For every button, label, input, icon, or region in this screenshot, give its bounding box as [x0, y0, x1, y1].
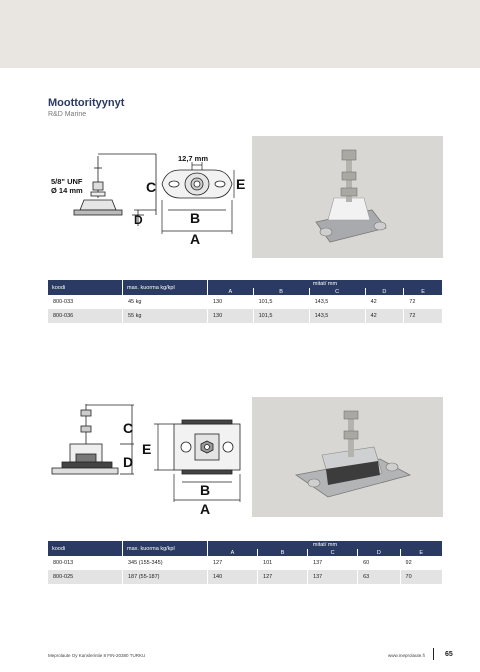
- page-number: 65: [445, 651, 453, 658]
- cell-b: 101: [258, 556, 308, 570]
- dim-a: A: [190, 231, 201, 246]
- footer-website[interactable]: www.meprolaute.fi: [388, 653, 425, 658]
- header-a: A: [208, 549, 258, 556]
- cell-load: 55 kg: [123, 309, 208, 323]
- product2-technical-drawing: [48, 402, 248, 518]
- header-c: C: [308, 549, 358, 556]
- header-a: A: [208, 288, 254, 295]
- top-band: [0, 0, 480, 68]
- product2-spec-table: [48, 541, 443, 584]
- header-d: D: [365, 288, 404, 295]
- page-title: Moottorityynyt: [48, 97, 125, 109]
- table-row: [48, 309, 443, 323]
- cell-e: 92: [400, 556, 442, 570]
- header-koodi: koodi: [48, 280, 123, 295]
- cell-load: 187 (55-187): [123, 570, 208, 584]
- product1-spec-table: [48, 280, 443, 323]
- dim-c-left: C: [123, 420, 134, 436]
- thread-label: 5/8" UNF: [51, 177, 83, 186]
- product2-photo: [252, 397, 443, 517]
- dim-d: D: [134, 213, 143, 227]
- cell-load: 345 (155-345): [123, 556, 208, 570]
- cell-d: 42: [365, 309, 404, 323]
- cell-d: 60: [358, 556, 400, 570]
- cell-koodi: 800-013: [48, 556, 123, 570]
- cell-c: 143,5: [309, 295, 365, 309]
- diameter-label: Ø 14 mm: [51, 186, 83, 195]
- cell-c: 143,5: [309, 309, 365, 323]
- header-b: B: [253, 288, 309, 295]
- header-mitat: mitat/ mm: [208, 280, 443, 288]
- cell-a: 130: [208, 309, 254, 323]
- cell-b: 101,5: [253, 309, 309, 323]
- cell-koodi: 800-033: [48, 295, 123, 309]
- header-d: D: [358, 549, 400, 556]
- cell-c: 137: [308, 556, 358, 570]
- dim-c-left: C: [146, 179, 157, 195]
- cell-koodi: 800-036: [48, 309, 123, 323]
- cell-a: 130: [208, 295, 254, 309]
- cell-e: 72: [404, 295, 443, 309]
- cell-a: 140: [208, 570, 258, 584]
- footer-divider: [433, 648, 434, 660]
- header-koodi: koodi: [48, 541, 123, 556]
- header-load: max. kuorma kg/kpl: [123, 280, 208, 295]
- dim-e: E: [142, 441, 152, 457]
- header-e: E: [400, 549, 442, 556]
- header-e: E: [404, 288, 443, 295]
- cell-c: 137: [308, 570, 358, 584]
- header-b: B: [258, 549, 308, 556]
- cell-d: 63: [358, 570, 400, 584]
- cell-koodi: 800-025: [48, 570, 123, 584]
- header-load: max. kuorma kg/kpl: [123, 541, 208, 556]
- header-c: C: [309, 288, 365, 295]
- table-row: [48, 556, 443, 570]
- footer-company: Meprolaute Oy Kanslerintie 8 FIN-20380 TURKU: [48, 653, 146, 658]
- cell-load: 45 kg: [123, 295, 208, 309]
- cell-e: 70: [400, 570, 442, 584]
- dim-b: B: [200, 482, 211, 498]
- product1-technical-drawing: [48, 148, 248, 246]
- page-subtitle: R&D Marine: [48, 111, 87, 118]
- width-label: 12,7 mm: [178, 154, 209, 163]
- product1-photo: [252, 136, 443, 258]
- dim-b: B: [190, 210, 201, 226]
- dim-e: E: [236, 176, 246, 192]
- dim-d: D: [123, 454, 134, 470]
- dim-a: A: [200, 501, 211, 517]
- table-row: [48, 295, 443, 309]
- cell-d: 42: [365, 295, 404, 309]
- cell-e: 72: [404, 309, 443, 323]
- table-row: [48, 570, 443, 584]
- cell-b: 127: [258, 570, 308, 584]
- header-mitat: mitat/ mm: [208, 541, 443, 549]
- cell-a: 127: [208, 556, 258, 570]
- cell-b: 101,5: [253, 295, 309, 309]
